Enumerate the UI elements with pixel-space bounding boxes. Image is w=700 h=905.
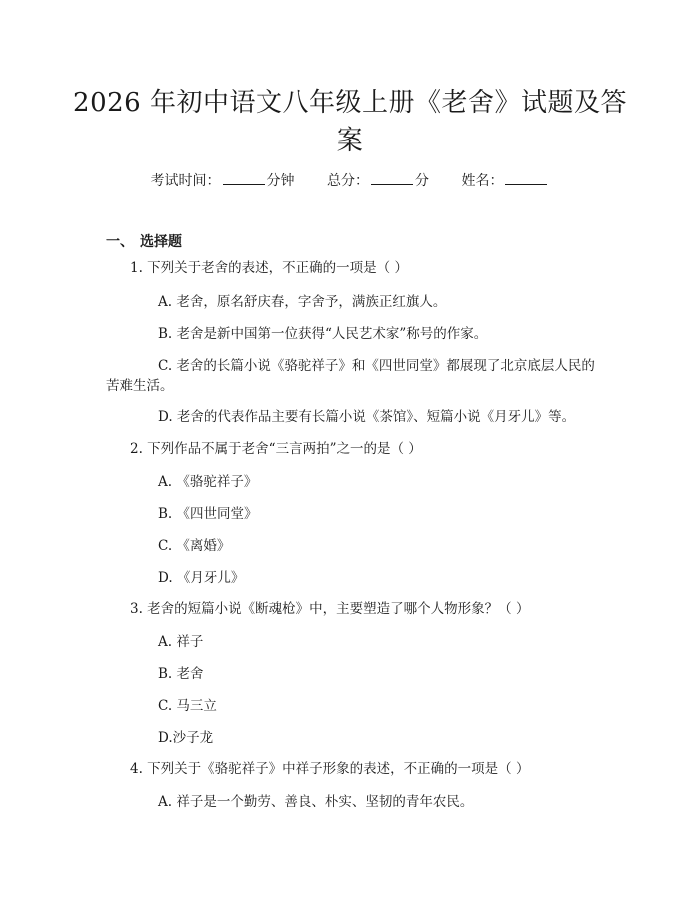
answer-option: A. 祥子是一个勤劳、善良、朴实、坚韧的青年农民。	[158, 794, 474, 810]
total-score-label: 总分：	[327, 173, 369, 189]
question-stem: 4. 下列关于《骆驼祥子》中祥子形象的表述，不正确的一项是（ ）	[130, 761, 530, 777]
answer-option: B. 老舍是新中国第一位获得“人民艺术家”称号的作家。	[158, 326, 488, 342]
total-score-field	[327, 170, 429, 190]
exam-time-field	[151, 170, 295, 190]
exam-time-label: 考试时间：	[150, 173, 221, 189]
total-score-unit: 分	[415, 173, 429, 189]
answer-option: D. 老舍的代表作品主要有长篇小说《茶馆》、短篇小说《月牙儿》等。	[158, 409, 576, 425]
answer-option: C. 老舍的长篇小说《骆驼祥子》和《四世同堂》都展现了北京底层人民的苦难生活。	[106, 358, 595, 394]
section-heading	[106, 231, 182, 251]
exam-time-unit: 分钟	[266, 173, 295, 189]
answer-option: A. 祥子	[158, 634, 204, 650]
answer-option: A. 老舍，原名舒庆春，字舍予，满族正红旗人。	[158, 294, 447, 310]
question-stem: 2. 下列作品不属于老舍“三言两拍”之一的是（ ）	[130, 441, 422, 457]
page-title: 2026 年初中语文八年级上册《老舍》试题及答案	[73, 88, 627, 156]
answer-option: B. 《四世同堂》	[158, 506, 258, 522]
question-stem: 1. 下列关于老舍的表述，不正确的一项是（ ）	[130, 260, 408, 276]
total-score-blank	[371, 172, 413, 185]
section-title: 选择题	[140, 234, 182, 250]
answer-option: C. 马三立	[158, 698, 217, 714]
name-field	[461, 170, 549, 190]
exam-info-bar	[0, 170, 700, 190]
answer-option: D. 《月牙儿》	[158, 570, 245, 586]
answer-option: C. 《离婚》	[158, 538, 231, 554]
answer-option: A. 《骆驼祥子》	[158, 474, 258, 490]
name-blank	[505, 172, 547, 185]
name-label: 姓名：	[461, 173, 504, 189]
exam-time-blank	[223, 172, 265, 185]
answer-option: B. 老舍	[158, 666, 204, 682]
question-stem: 3. 老舍的短篇小说《断魂枪》中，主要塑造了哪个人物形象？（ ）	[130, 601, 530, 617]
answer-option: D.沙子龙	[158, 730, 214, 746]
section-number: 一、	[106, 234, 134, 250]
